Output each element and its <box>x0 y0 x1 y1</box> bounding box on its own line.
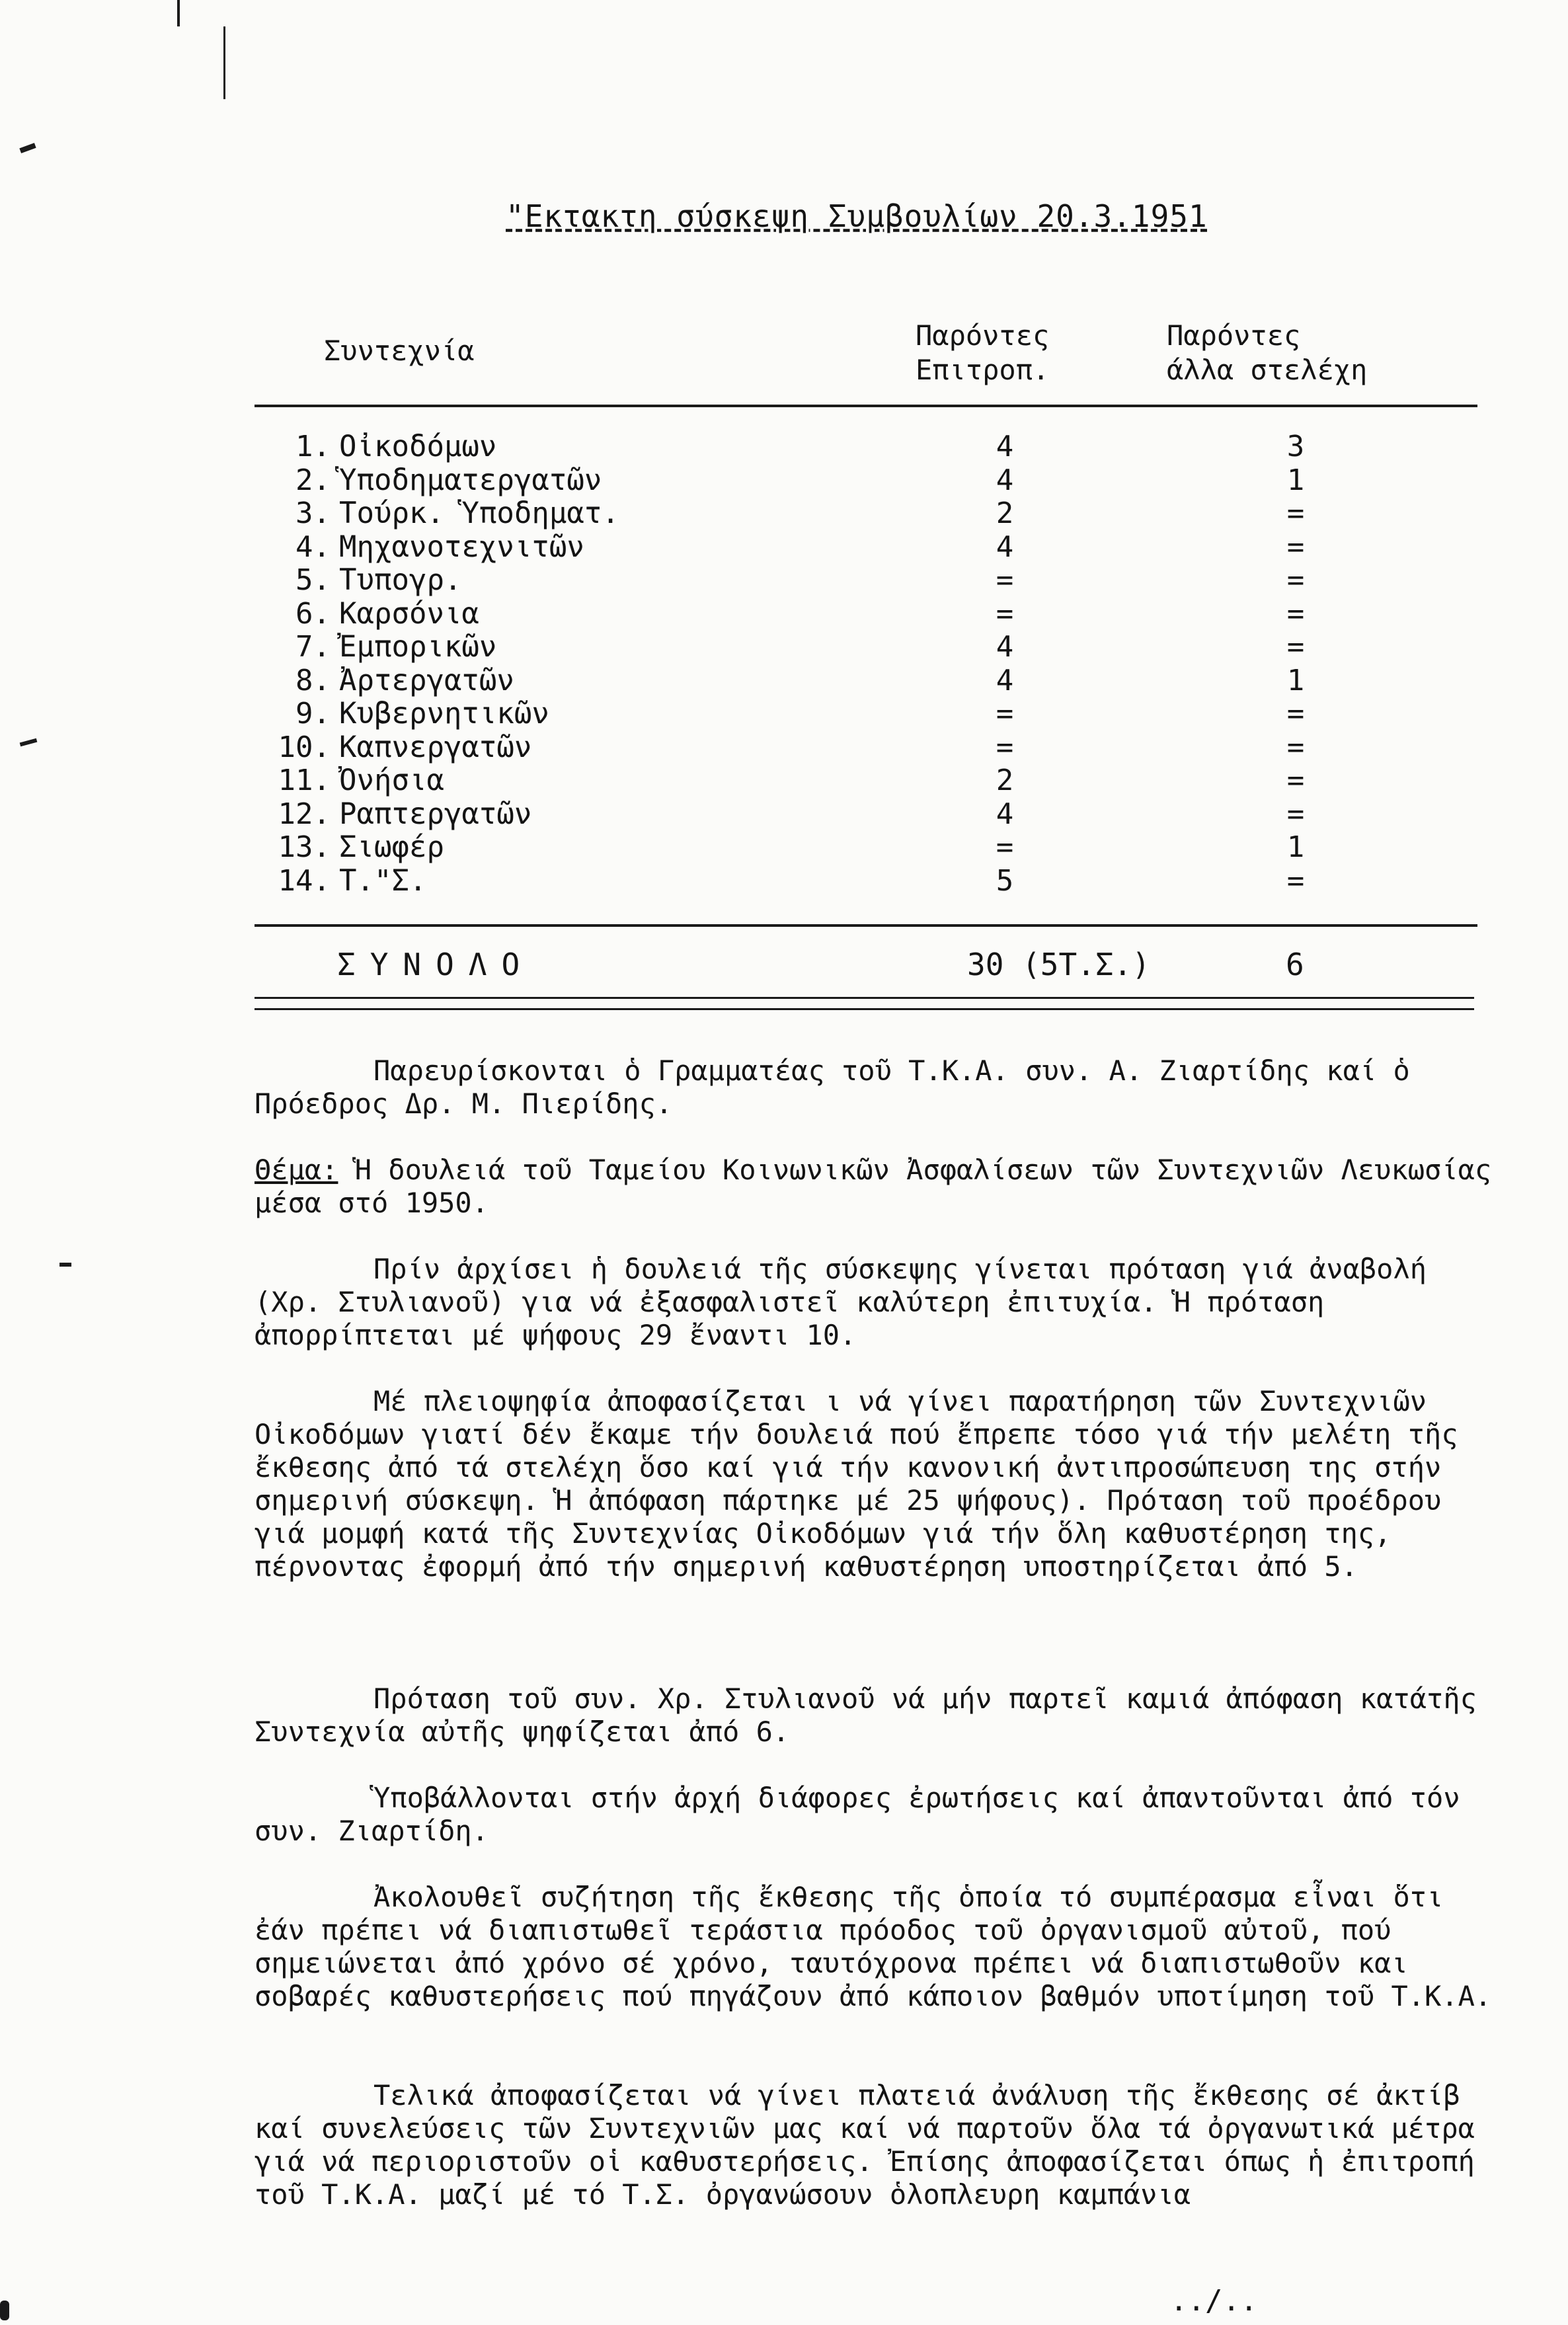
table-row <box>255 697 1477 730</box>
row-number: 9. <box>295 697 331 730</box>
subject-label: Θέμα: <box>255 1154 338 1186</box>
union-name: Ἀρτεργατῶν <box>339 663 514 697</box>
paragraph-final-decision: Τελικά ἀποφασίζεται νά γίνει πλατειά ἀνάλυση τῆς ἔκθεσης σέ ἀκτίβ καί συνελεύσεις τῶν Συντεχνιῶν μας καί νά παρτοῦν ὅλα τά ὀργανωτικά μέτρα γιά νά περιοριστοῦν οἱ καθυστερήσεις. Ἐπίσης ἀποφασίζεται όπως ἡ ἐπιτροπή τοῦ Τ.Κ.Α. μαζί μέ τό Τ.Σ. ὀργανώσουν ὁλοπλευρη καμπάνια <box>255 2079 1475 2211</box>
row-number: 1. <box>295 430 331 463</box>
table-row <box>255 463 1477 497</box>
header-union: Συντεχνία <box>324 335 475 367</box>
table-row <box>255 496 1477 530</box>
present-committee-value: 4 <box>996 797 1014 831</box>
present-other-value: = <box>1286 630 1305 664</box>
table-bottom-rule <box>255 924 1477 927</box>
union-name: Μηχανοτεχνιτῶν <box>339 530 584 564</box>
header-present-other: Παρόντες άλλα στελέχη <box>1167 319 1368 386</box>
table-row <box>255 664 1477 697</box>
row-number: 2. <box>295 463 331 497</box>
present-other-value: 1 <box>1286 463 1305 497</box>
present-committee-value: 4 <box>996 663 1014 697</box>
present-other-value: = <box>1286 563 1305 597</box>
union-name: Ὀνήσια <box>339 764 444 797</box>
table-top-rule <box>255 405 1477 407</box>
table-row <box>255 830 1477 864</box>
present-other-value: 1 <box>1286 663 1305 697</box>
row-number: 12. <box>278 797 331 831</box>
union-name: Ὑποδηματεργατῶν <box>339 463 602 497</box>
margin-mark <box>19 143 36 153</box>
present-committee-value: 2 <box>996 764 1014 797</box>
present-other-value: = <box>1286 530 1305 564</box>
row-number: 13. <box>278 830 331 864</box>
header-present-committee: Παρόντες Επιτροπ. <box>916 319 1050 386</box>
row-number: 10. <box>278 730 331 764</box>
present-committee-value: 5 <box>996 863 1014 898</box>
row-number: 3. <box>295 496 331 530</box>
row-number: 4. <box>295 530 331 564</box>
present-committee-value: = <box>996 730 1014 764</box>
present-committee-value: 2 <box>996 496 1014 530</box>
union-name: Οἰκοδόμων <box>339 430 497 463</box>
margin-mark <box>177 0 180 26</box>
present-committee-value: 4 <box>996 530 1014 564</box>
total-other-value: 6 <box>1286 947 1304 982</box>
present-other-value: = <box>1286 730 1305 764</box>
table-row <box>255 797 1477 831</box>
margin-mark <box>223 26 225 99</box>
table-row <box>255 597 1477 631</box>
table-row <box>255 563 1477 597</box>
paragraph-discussion: Ἀκολουθεῖ συζήτηση τῆς ἔκθεσης τῆς ὁποία τό συμπέρασμα εἶναι ὅτι ἐάν πρέπει νά διαπιστωθεῖ τεράστια πρόοδος τοῦ ὀργανισμοῦ αὐτοῦ, πού σημειώνεται ἀπό χρόνο σέ χρόνο, ταυτόχρονα πρέπει νά διαπιστωθοῦν και σοβαρές καθυστερήσεις πού πηγάζουν ἀπό κάποιον βαθμόν υποτίμηση τοῦ Τ.Κ.Α. <box>255 1881 1492 2012</box>
subject-text: Ἡ δουλειά τοῦ Ταμείου Κοινωνικῶν Ἀσφαλίσεων τῶν Συντεχνιῶν Λευκωσίας μέσα στό 1950. <box>255 1154 1492 1219</box>
present-committee-value: = <box>996 563 1014 597</box>
union-name: Καρσόνια <box>339 596 479 631</box>
row-number: 6. <box>295 596 331 631</box>
paragraph-attendance: Παρευρίσκονται ὁ Γραμματέας τοῦ Τ.Κ.Α. συν. Α. Ζιαρτίδης καί ὁ Πρόεδρος Δρ. Μ. Πιερίδης. <box>255 1054 1410 1120</box>
table-row <box>255 630 1477 664</box>
present-committee-value: 4 <box>996 430 1014 463</box>
row-number: 8. <box>295 663 331 697</box>
present-other-value: = <box>1286 697 1305 730</box>
paragraph-majority-decision: Μέ πλειοψηφία ἀποφασίζεται ι νά γίνει παρατήρηση τῶν Συντεχνιῶν Οἰκοδόμων γιατί δέν ἔκαμε τήν δουλειά πού ἔπρεπε τόσο γιά τήν μελέτη τῆς ἔκθεσης ἀπό τά στελέχη ὅσο καί γιά τήν κανονική ἀντιπροσώπευση της στήν σημερινή σύσκεψη. Ἡ ἀπόφαση πάρτηκε μέ 25 ψήφους). Πρόταση τοῦ προέδρου γιά μομφή κατά τῆς Συντεχνίας Οἰκοδόμων γιά τήν ὅλη καθυστέρηση της, πέρνοντας ἐφορμή ἀπό τήν σημερινή καθυστέρηση υποστηρίζεται ἀπό 5. <box>255 1385 1458 1583</box>
union-name: Ἐμπορικῶν <box>339 630 497 664</box>
present-committee-value: 4 <box>996 463 1014 497</box>
margin-mark <box>20 738 38 747</box>
union-name: Κυβερνητικῶν <box>339 697 549 730</box>
present-committee-value: 4 <box>996 630 1014 664</box>
union-name: Σιωφέρ <box>339 830 444 864</box>
paragraph-postponement: Πρίν ἀρχίσει ἡ δουλειά τῆς σύσκεψης γίνεται πρόταση γιά ἀναβολή (Χρ. Στυλιανοῦ) για νά ἐξασφαλιστεῖ καλύτερη ἐπιτυχία. Ἡ πρόταση ἀπορρίπτεται μέ ψήφους 29 ἔναντι 10. <box>255 1253 1427 1351</box>
page-continuation: ../.. <box>1170 2284 1258 2318</box>
table-row <box>255 430 1477 463</box>
table-row <box>255 764 1477 797</box>
table-row <box>255 730 1477 764</box>
paragraph-subject <box>255 1154 1504 1220</box>
paragraph-proposal: Πρόταση τοῦ συν. Χρ. Στυλιανοῦ νά μήν παρτεῖ καμιά ἀπόφαση κατάτῆς Συντεχνία αὐτῆς ψηφίζεται ἀπό 6. <box>255 1682 1477 1748</box>
table-row <box>255 530 1477 564</box>
document-title: "Εκτακτη σύσκεψη Συμβουλίων 20.3.1951 <box>506 198 1208 234</box>
table-row <box>255 864 1477 898</box>
margin-mark <box>59 1263 71 1267</box>
union-name: Τούρκ. Ὑποδηματ. <box>339 496 619 530</box>
present-other-value: = <box>1286 764 1305 797</box>
row-number: 11. <box>278 764 331 797</box>
present-committee-value: = <box>996 596 1014 631</box>
row-number: 5. <box>295 563 331 597</box>
union-name: Τυπογρ. <box>339 563 462 597</box>
table-body <box>255 430 1477 897</box>
present-committee-value: = <box>996 830 1014 864</box>
present-other-value: = <box>1286 596 1305 631</box>
present-other-value: = <box>1286 496 1305 530</box>
present-other-value: = <box>1286 797 1305 831</box>
present-other-value: 1 <box>1286 830 1305 864</box>
margin-mark <box>0 2301 9 2320</box>
total-committee-value: 30 (5Τ.Σ.) <box>967 947 1150 982</box>
union-name: Τ."Σ. <box>339 863 427 898</box>
union-name: Ραπτεργατῶν <box>339 797 532 831</box>
present-other-value: 3 <box>1286 430 1305 463</box>
union-name: Καπνεργατῶν <box>339 730 532 764</box>
present-other-value: = <box>1286 863 1305 898</box>
total-label: ΣΥΝΟΛΟ <box>337 947 535 982</box>
row-number: 14. <box>278 863 331 898</box>
double-rule <box>255 997 1474 1010</box>
present-committee-value: = <box>996 697 1014 730</box>
paragraph-questions: Ὑποβάλλονται στήν ἀρχή διάφορες ἐρωτήσεις καί ἀπαντοῦνται ἀπό τόν συν. Ζιαρτίδη. <box>255 1782 1460 1847</box>
row-number: 7. <box>295 630 331 664</box>
